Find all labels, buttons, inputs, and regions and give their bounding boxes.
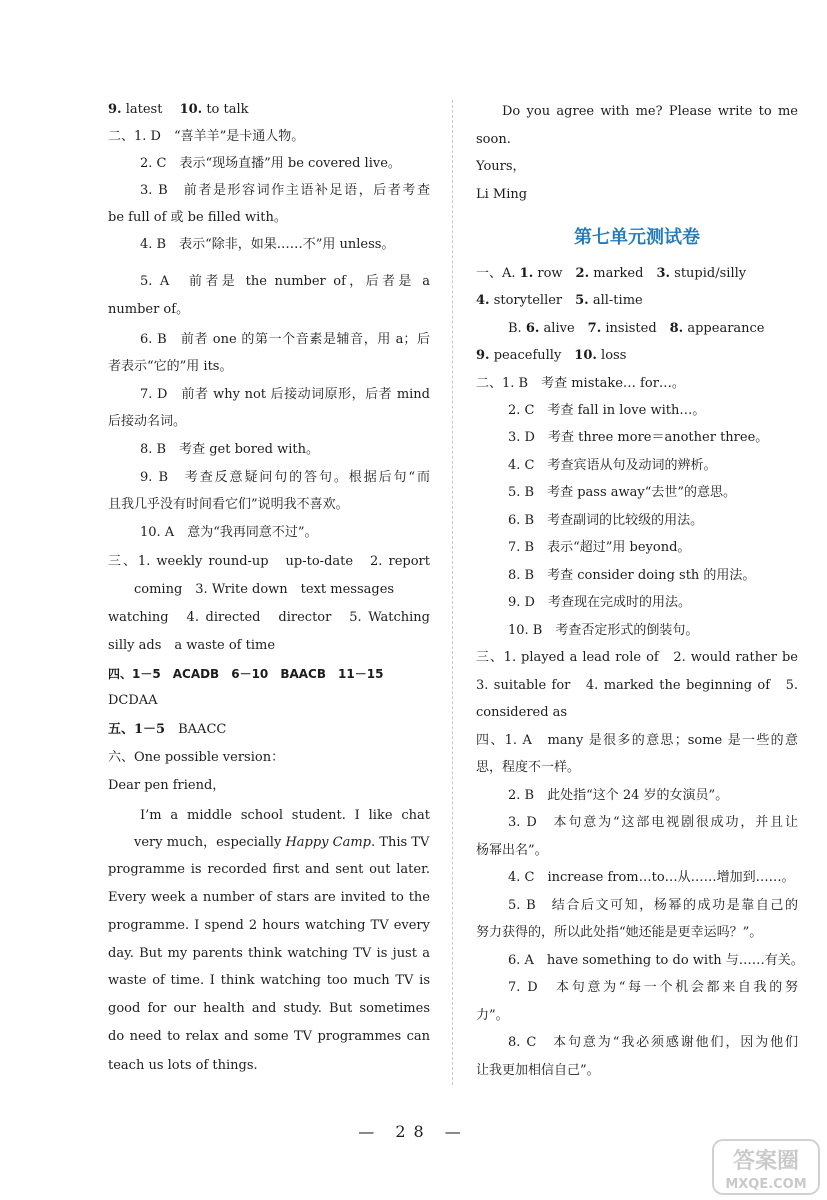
letter-line: day. But my parents think watching TV is just a — [108, 946, 430, 961]
letter-closing: Yours， — [476, 159, 526, 174]
answer-line: 思，程度不一样。 — [476, 760, 581, 775]
answer-line: 三、1. played a lead role of 2. would rather be — [476, 650, 798, 665]
answer-line: 4. C 考查宾语从句及动词的辨析。 — [508, 458, 717, 473]
answer-line: 8. B 考查 get bored with。 — [140, 442, 319, 457]
answer-line: coming 3. Write down text messages — [134, 582, 395, 597]
letter-line: Every week a number of stars are invited to the — [108, 890, 430, 905]
letter-line: do need to relax and some TV programmes can — [108, 1029, 430, 1044]
letter-line: Do you agree with me? Please write to me — [502, 104, 798, 119]
answer-line: 3. D 本句意为“这部电视剧很成功，并且让 — [508, 815, 798, 830]
answer-line: be full of 或 be filled with。 — [108, 210, 287, 225]
answer-line: number of。 — [108, 302, 190, 317]
answer-line: 二、1. D “喜羊羊”是卡通人物。 — [108, 129, 305, 144]
letter-line: teach us lots of things. — [108, 1058, 258, 1073]
answer-line: 5. A 前者是 the number of，后者是 a — [140, 274, 430, 289]
letter-signature: Li Ming — [476, 187, 528, 202]
watermark-url: MXQE.COM — [725, 1177, 807, 1192]
answer-line: 4. B 表示“除非，如果……不”用 unless。 — [140, 237, 395, 252]
answer-line: 4. C increase from…to…从……增加到……。 — [508, 870, 795, 885]
answer-line: 7. D 本句意为“每一个机会都来自我的努 — [508, 980, 798, 995]
answer-line: 9. B 考查反意疑问句的答句。根据后句“而 — [140, 470, 430, 485]
answer-line: 者表示“它的”用 its。 — [108, 359, 233, 374]
answer-line: 六、One possible version： — [108, 750, 285, 765]
answer-line: 3. B 前者是形容词作主语补足语，后者考查 — [140, 183, 430, 198]
answer-line: watching 4. directed director 5. Watching — [108, 610, 430, 625]
answer-line: 9. peacefully 10. loss — [476, 348, 627, 363]
letter-greeting: Dear pen friend， — [108, 778, 226, 793]
watermark-logo — [711, 1138, 821, 1196]
answer-line: 努力获得的，所以此处指“她还能是更幸运吗？”。 — [476, 925, 763, 940]
letter-line: programme is recorded first and sent out later. — [108, 862, 430, 877]
answer-line: 6. B 考查副词的比较级的用法。 — [508, 513, 704, 528]
answer-line: 5. B 考查 pass away“去世”的意思。 — [508, 485, 737, 500]
answer-line: 2. C 考查 fall in love with…。 — [508, 403, 706, 418]
answer-line: 9. latest 10. to talk — [108, 102, 249, 117]
answer-line: 8. C 本句意为“我必须感谢他们，因为他们 — [508, 1035, 798, 1050]
answer-line: 三、1. weekly round-up up-to-date 2. report — [108, 554, 430, 569]
answer-line: 7. D 前者 why not 后接动词原形，后者 mind — [140, 387, 430, 402]
answer-line: 6. A have something to do with 与……有关。 — [508, 953, 804, 968]
answer-line: 五、1－5 BAACC — [108, 722, 227, 737]
answer-line: 5. B 结合后文可知，杨幂的成功是靠自己的 — [508, 898, 798, 913]
letter-line: soon. — [476, 132, 511, 147]
answer-line: 一、A. 1. row 2. marked 3. stupid/silly — [476, 266, 747, 281]
letter-line: programme. I spend 2 hours watching TV every — [108, 918, 430, 933]
answer-line: 二、1. B 考查 mistake… for…。 — [476, 376, 685, 391]
answer-line: 7. B 表示“超过”用 beyond。 — [508, 540, 691, 555]
answer-line: 3. suitable for 4. marked the beginning of 5. — [476, 678, 798, 693]
answer-line: silly ads a waste of time — [108, 638, 276, 653]
answer-line: 四、1－5 ACADB 6－10 BAACB 11－15 — [108, 667, 384, 681]
letter-line: waste of time. I think watching too much TV is — [108, 973, 430, 988]
letter-line: I’m a middle school student. I like chat — [140, 808, 430, 823]
answer-line: 杨幂出名”。 — [476, 843, 548, 858]
answer-line: 10. A 意为“我再同意不过”。 — [140, 525, 318, 540]
answer-line: 3. D 考查 three more＝another three。 — [508, 430, 769, 445]
answer-line: 力”。 — [476, 1008, 509, 1023]
section-title: 第七单元测试卷 — [574, 227, 700, 248]
answer-line: 2. C 表示“现场直播”用 be covered live。 — [140, 156, 401, 171]
answer-line: 6. B 前者 one 的第一个音素是辅音，用 a；后 — [140, 332, 430, 347]
answer-line: 后接动名词。 — [108, 414, 187, 429]
column-divider — [452, 100, 453, 1085]
answer-line: 10. B 考查否定形式的倒装句。 — [508, 623, 699, 638]
answer-line: 2. B 此处指“这个 24 岁的女演员”。 — [508, 788, 729, 803]
answer-line: 让我更加相信自己”。 — [476, 1063, 600, 1078]
answer-line: 8. B 考查 consider doing sth 的用法。 — [508, 568, 756, 583]
answer-line: B. 6. alive 7. insisted 8. appearance — [508, 321, 765, 336]
answer-line: considered as — [476, 705, 568, 720]
answer-line: 4. storyteller 5. all-time — [476, 293, 643, 308]
answer-line: 四、1. A many 是很多的意思；some 是一些的意 — [476, 733, 798, 748]
watermark-text: 答案圈 — [732, 1149, 800, 1174]
answer-line: 且我几乎没有时间看它们”说明我不喜欢。 — [108, 497, 349, 512]
answer-line: 9. D 考查现在完成时的用法。 — [508, 595, 691, 610]
watermark-icon — [711, 1138, 821, 1196]
answer-line: DCDAA — [108, 693, 158, 708]
page-number: — 28 — — [358, 1122, 469, 1141]
letter-line: very much，especially Happy Camp. This TV — [134, 835, 430, 850]
letter-line: good for our health and study. But sometimes — [108, 1001, 430, 1016]
